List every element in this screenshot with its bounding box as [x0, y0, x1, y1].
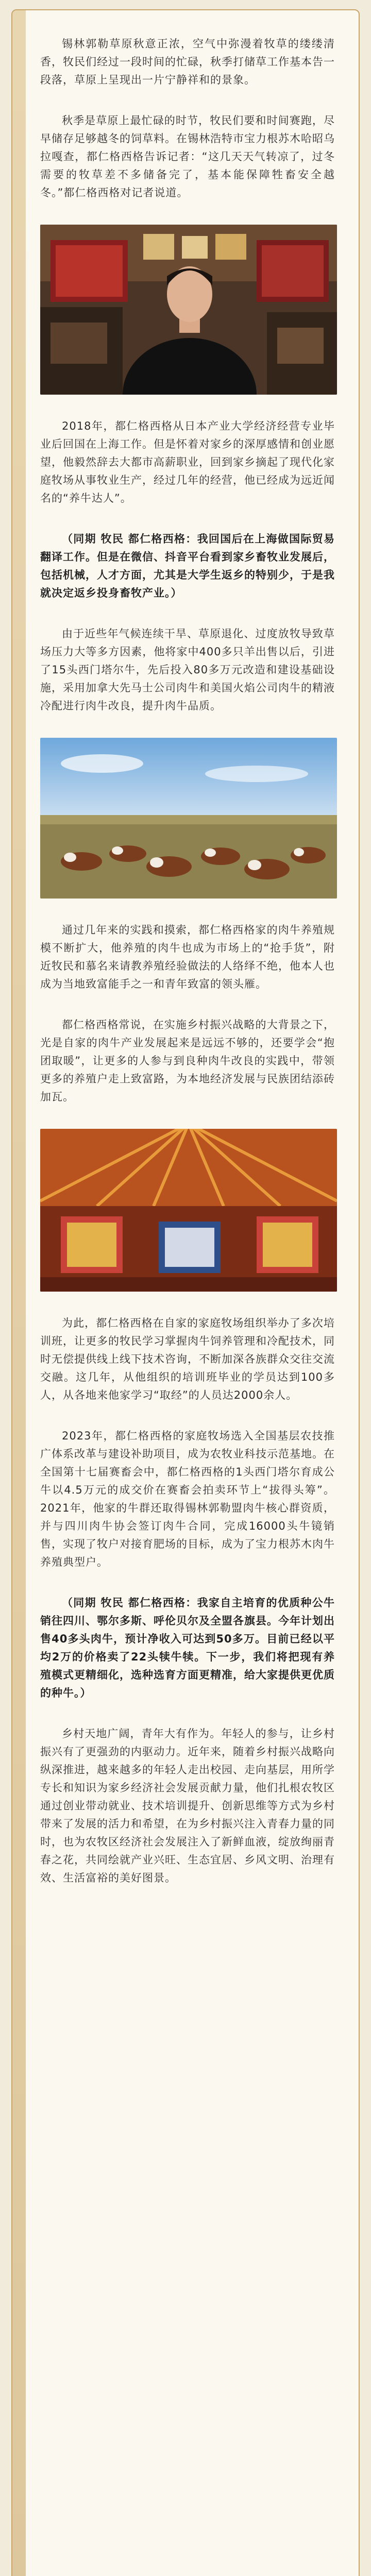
article-frame [11, 9, 360, 2576]
photo-yurt-interior [40, 1129, 337, 1292]
paragraph-improvement: 由于近些年气候连续干旱、草原退化、过度放牧导致草场压力大等多方因素，他将家中400多只羊出售以后，引进了15头西门塔尔牛，先后投入80多万元改造和建设基础设施，采用加拿大先马士公司肉牛和美国火焰公司肉牛的精液冷配进行肉牛改良，提升肉牛品质。 [40, 628, 335, 712]
paragraph-together: 都仁格西格常说，在实施乡村振兴战略的大背景之下，光是自家的肉牛产业发展起来是远远不够的，还要学会“抱团取暖”，让更多的人参与到良种肉牛改良的实践中，带领更多的养殖户走上致富路，为本地经济发展与民族团结添砖加瓦。 [40, 1019, 335, 1103]
paragraph-quote-1: （同期 牧民 都仁格西格：我回国后在上海做国际贸易翻译工作。但是在微信、抖音平台看到家乡畜牧业发展后，包括机械，人才方面，尤其是大学生返乡的特别少，于是我就决定返乡投身畜牧产业。） [40, 533, 335, 599]
paragraph-autumn: 秋季是草原上最忙碌的时节，牧民们要和时间赛跑，尽早储存足够越冬的饲草料。在锡林浩特市宝力根苏木哈昭乌拉嘎查，都仁格西格告诉记者：“这几天天气转凉了，过冬需要的牧草差不多储备完了，基本能保障牲畜安全越冬。”都仁格西格对记者说道。 [40, 114, 335, 199]
paragraph-quote-2: （同期 牧民 都仁格西格：我家自主培育的优质种公牛销往四川、鄂尔多斯、呼伦贝尔及全盟各旗县。今年计划出售40多头肉牛，预计净收入可达到50多万。目前已经以平均2万的价格卖了22头犊牛犊。下一步，我们将把现有养殖模式更精细化，选种选育方面更精准，给大家提供更优质的种牛。） [40, 1597, 335, 1699]
paragraph-training: 为此，都仁格西格在自家的家庭牧场组织举办了多次培训班，让更多的牧民学习掌握肉牛饲养管理和冷配技术，同时无偿提供线上线下技术咨询，不断加深各族群众交往交流交融。这几年，从他组织的培训班毕业的学员达到100多人，从各地来他家学习“取经”的人员达2000余人。 [40, 1317, 335, 1401]
paragraph-2018: 2018年，都仁格西格从日本产业大学经济经营专业毕业后回国在上海工作。但是怀着对家乡的深厚感情和创业愿望，他毅然辞去大都市高薪职业，回到家乡摘起了现代化家庭牧场从事牧业生产，经过几年的经营，他已经成为远近闻名的“养牛达人”。 [40, 420, 335, 504]
paragraph-youth: 乡村天地广阔，青年大有作为。年轻人的参与，让乡村振兴有了更强劲的内驱动力。近年来，随着乡村振兴战略向纵深推进，越来越多的年轻人走出校园、走向基层，用所学专长和知识为家乡经济社会发展贡献力量，他们扎根农牧区通过创业带动就业、技术培训提升、创新思维等方式为乡村带来了发展的活力和希望，在为乡村振兴注入青春力量的同时，也为农牧区经济社会发展注入了新鲜血液，绽放绚丽青春之花，共同绘就产业兴旺、生态宜居、乡风文明、治理有效、生活富裕的美好图景。 [40, 1727, 335, 1884]
photo-cattle-grassland [40, 738, 337, 899]
photo-herder-portrait [40, 225, 337, 395]
paragraph-2023: 2023年，都仁格西格的家庭牧场选入全国基层农技推广体系改革与建设补助项目，成为农牧业科技示范基地。在全国第十七届赛畜会中，都仁格西格的1头西门塔尔育成公牛以4.5万元的成交价在赛畜会拍卖环节上“拔得头筹”。2021年，他家的牛群还取得锡林郭勒盟肉牛核心群资质，并与四川肉牛协会签订肉牛合同，完成16000头牛镜销售，实现了牧户对接育肥场的目标，成为了宝力根苏木肉牛养殖典型户。 [40, 1430, 335, 1568]
paragraph-intro: 锡林郭勒草原秋意正浓，空气中弥漫着牧草的缕缕清香，牧民们经过一段时间的忙碌，秋季打储草工作基本告一段落，草原上呈现出一片宁静祥和的景象。 [40, 38, 335, 86]
paragraph-practice: 通过几年来的实践和摸索，都仁格西格家的肉牛养殖规模不断扩大，他养殖的肉牛也成为市场上的“抢手货”，附近牧民和慕名来请教养殖经验做法的人络绎不绝，他本人也成为当地致富能手之一和青年致富的领头雁。 [40, 924, 335, 990]
